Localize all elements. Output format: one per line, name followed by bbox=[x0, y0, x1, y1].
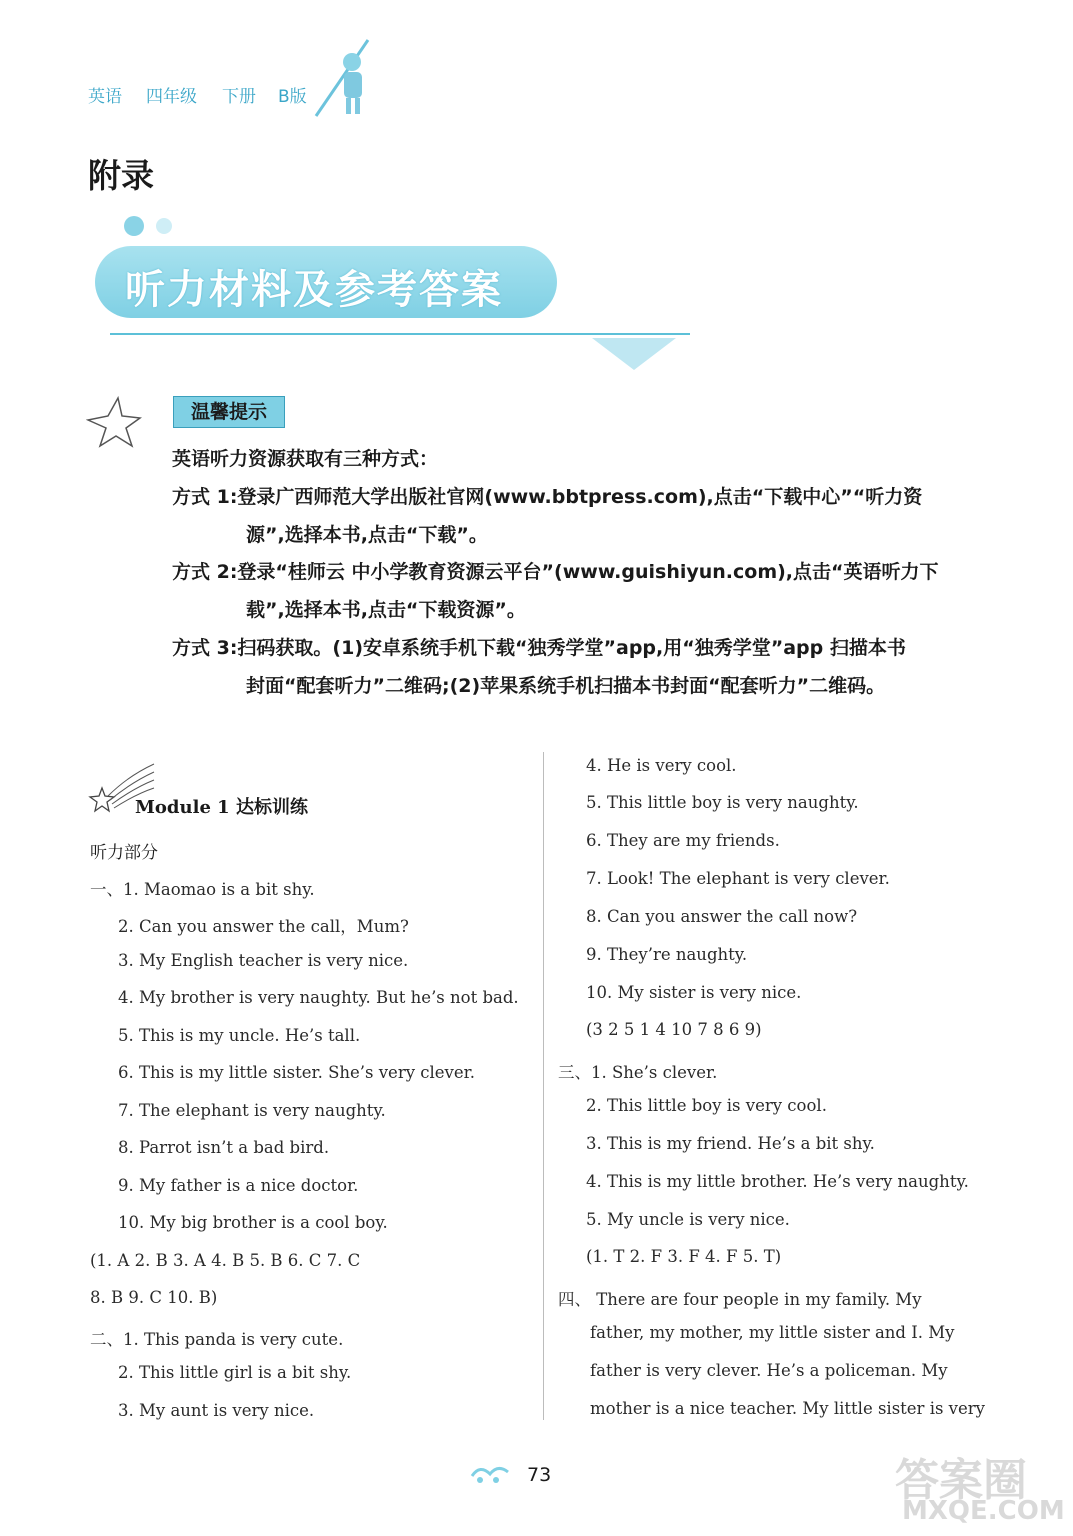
header-volume: 下册 bbox=[222, 87, 256, 107]
answer-line: 5. My uncle is very nice. bbox=[586, 1210, 790, 1229]
answer-line: 9. They’re naughty. bbox=[586, 945, 748, 964]
triangle-icon bbox=[592, 338, 676, 372]
answer-line: 一、1. Maomao is a bit shy. bbox=[90, 880, 315, 899]
column-divider bbox=[543, 752, 544, 1420]
answer-line: 9. My father is a nice doctor. bbox=[118, 1176, 359, 1195]
part-title: 听力部分 bbox=[90, 843, 158, 863]
answer-key: (3 2 5 1 4 10 7 8 6 9) bbox=[586, 1020, 762, 1039]
answer-line: 三、1. She’s clever. bbox=[558, 1063, 718, 1082]
answer-line: 6. They are my friends. bbox=[586, 831, 780, 850]
answer-line: 二、1. This panda is very cute. bbox=[90, 1330, 344, 1349]
answer-line: 7. The elephant is very naughty. bbox=[118, 1101, 386, 1120]
answer-line: 7. Look! The elephant is very clever. bbox=[586, 869, 890, 888]
page-number: 73 bbox=[527, 1464, 552, 1486]
answer-line: 2. Can you answer the call，Mum? bbox=[118, 917, 409, 936]
answer-key: 8. B 9. C 10. B) bbox=[90, 1288, 218, 1307]
tip-line: 方式 1:登录广西师范大学出版社官网(www.bbtpress.com),点击“下载中心”“听力资 bbox=[172, 486, 923, 508]
tip-line: 方式 3:扫码获取。(1)安卓系统手机下载“独秀学堂”app,用“独秀学堂”app 扫描本书 bbox=[172, 637, 906, 659]
watermark-logo: 答案圈 bbox=[895, 1455, 1027, 1506]
answer-line: 10. My sister is very nice. bbox=[586, 983, 802, 1002]
answer-key: (1. T 2. F 3. F 4. F 5. T) bbox=[586, 1247, 782, 1266]
banner-rule bbox=[110, 333, 690, 335]
header-subject: 英语 bbox=[88, 87, 122, 107]
banner bbox=[95, 246, 557, 318]
tip-line: 源”,选择本书,点击“下载”。 bbox=[246, 524, 488, 546]
answer-line: 2. This little boy is very cool. bbox=[586, 1096, 827, 1115]
answer-line: 5. This is my uncle. He’s tall. bbox=[118, 1026, 361, 1045]
decor-dot bbox=[124, 216, 144, 236]
footer-leaf-icon bbox=[470, 1462, 510, 1486]
answer-line: 6. This is my little sister. She’s very clever. bbox=[118, 1063, 475, 1082]
answer-line: 4. This is my little brother. He’s very naughty. bbox=[586, 1172, 969, 1191]
passage-line: mother is a nice teacher. My little sister is very bbox=[590, 1399, 985, 1418]
answer-line: 3. This is my friend. He’s a bit shy. bbox=[586, 1134, 875, 1153]
tip-label: 温馨提示 bbox=[173, 396, 285, 428]
tip-line: 方式 2:登录“桂师云 中小学教育资源云平台”(www.guishiyun.com),点击“英语听力下 bbox=[172, 561, 939, 583]
answer-line: 4. He is very cool. bbox=[586, 756, 737, 775]
cartoon-pencil-icon bbox=[312, 36, 372, 118]
banner-title: 听力材料及参考答案 bbox=[125, 267, 503, 313]
tip-line: 载”,选择本书,点击“下载资源”。 bbox=[246, 599, 526, 621]
tip-intro: 英语听力资源获取有三种方式： bbox=[172, 448, 439, 470]
answer-line: 3. My English teacher is very nice. bbox=[118, 951, 409, 970]
decor-dot bbox=[156, 218, 172, 234]
answer-line: 3. My aunt is very nice. bbox=[118, 1401, 315, 1420]
passage-line: father, my mother, my little sister and I. My bbox=[590, 1323, 955, 1342]
answer-key: (1. A 2. B 3. A 4. B 5. B 6. C 7. C bbox=[90, 1251, 361, 1270]
passage-line: 四、 There are four people in my family. My bbox=[558, 1290, 922, 1309]
star-icon bbox=[86, 396, 142, 450]
answer-line: 2. This little girl is a bit shy. bbox=[118, 1363, 352, 1382]
answer-line: 8. Parrot isn’t a bad bird. bbox=[118, 1138, 330, 1157]
answer-line: 10. My big brother is a cool boy. bbox=[118, 1213, 388, 1232]
header-grade: 四年级 bbox=[146, 87, 197, 107]
header-edition: B版 bbox=[278, 87, 307, 107]
answer-line: 5. This little boy is very naughty. bbox=[586, 793, 859, 812]
module-title: Module 1 达标训练 bbox=[135, 797, 308, 818]
passage-line: father is very clever. He’s a policeman. My bbox=[590, 1361, 948, 1380]
answer-line: 8. Can you answer the call now? bbox=[586, 907, 858, 926]
answer-line: 4. My brother is very naughty. But he’s not bad. bbox=[118, 988, 519, 1007]
watermark-url: MXQE.COM bbox=[902, 1496, 1065, 1526]
tip-line: 封面“配套听力”二维码;(2)苹果系统手机扫描本书封面“配套听力”二维码。 bbox=[246, 675, 886, 697]
section-title: 附录 bbox=[88, 156, 154, 195]
